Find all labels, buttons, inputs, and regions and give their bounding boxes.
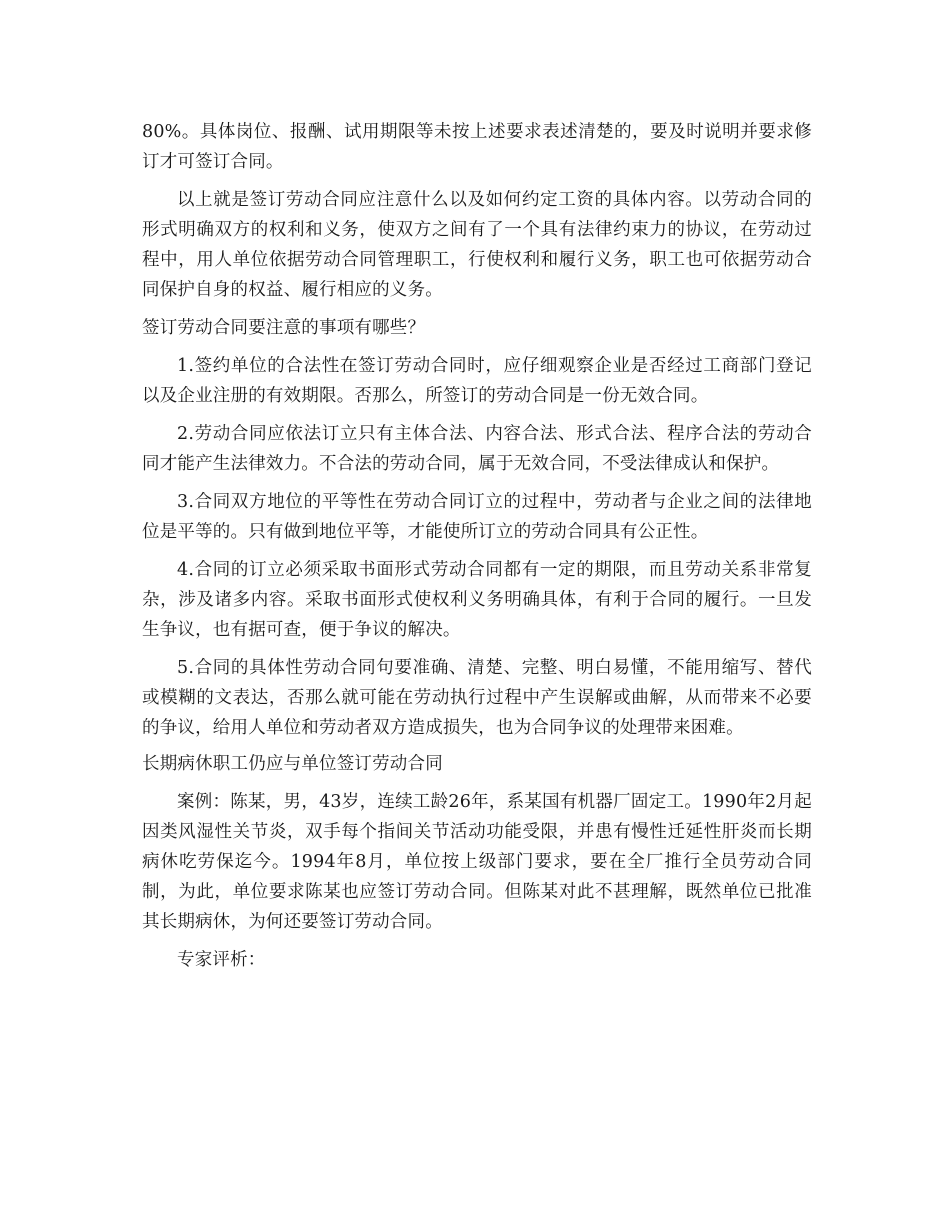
paragraph-continuation: 80%。具体岗位、报酬、试用期限等未按上述要求表述清楚的，要及时说明并要求修订才可签订合同。 xyxy=(142,122,812,172)
paragraph-item-3: 3.合同双方地位的平等性在劳动合同订立的过程中，劳动者与企业之间的法律地位是平等的。只有做到地位平等，才能使所订立的劳动合同具有公正性。 xyxy=(142,492,812,542)
paragraph-item-2: 2.劳动合同应依法订立只有主体合法、内容合法、形式合法、程序合法的劳动合同才能产生法律效力。不合法的劳动合同，属于无效合同，不受法律成认和保护。 xyxy=(142,424,812,474)
paragraph-expert-analysis: 专家评析： xyxy=(177,950,266,970)
paragraph-case: 案例：陈某，男，43岁，连续工龄26年，系某国有机器厂固定工。1990年2月起因类风湿性关节炎，双手每个指间关节活动功能受限，并患有慢性迁延性肝炎而长期病休吃劳保迄今。1994年8月，单位按上级部门要求，要在全厂推行全员劳动合同制，为此，单位要求陈某也应签订劳动合同。但陈某对此不甚理解，既然单位已批准其长期病休，为何还要签订劳动合同。 xyxy=(142,792,812,932)
paragraph-item-5: 5.合同的具体性劳动合同句要准确、清楚、完整、明白易懂，不能用缩写、替代或模糊的文表达，否那么就可能在劳动执行过程中产生误解或曲解，从而带来不必要的争议，给用人单位和劳动者双方造成损失，也为合同争议的处理带来困难。 xyxy=(142,658,812,738)
paragraph-summary: 以上就是签订劳动合同应注意什么以及如何约定工资的具体内容。以劳动合同的形式明确双方的权利和义务，使双方之间有了一个具有法律约束力的协议，在劳动过程中，用人单位依据劳动合同管理职工，行使权利和履行义务，职工也可依据劳动合同保护自身的权益、履行相应的义务。 xyxy=(142,190,812,300)
document-body xyxy=(142,117,812,983)
section-heading-case: 长期病休职工仍应与单位签订劳动合同 xyxy=(142,754,443,774)
paragraph-item-4: 4.合同的订立必须采取书面形式劳动合同都有一定的期限，而且劳动关系非常复杂，涉及诸多内容。采取书面形式使权利义务明确具体，有利于合同的履行。一旦发生争议，也有据可查，便于争议的解决。 xyxy=(142,560,812,640)
section-heading-notes: 签订劳动合同要注意的事项有哪些？ xyxy=(142,318,426,338)
paragraph-item-1: 1.签约单位的合法性在签订劳动合同时，应仔细观察企业是否经过工商部门登记以及企业注册的有效期限。否那么，所签订的劳动合同是一份无效合同。 xyxy=(142,356,812,406)
